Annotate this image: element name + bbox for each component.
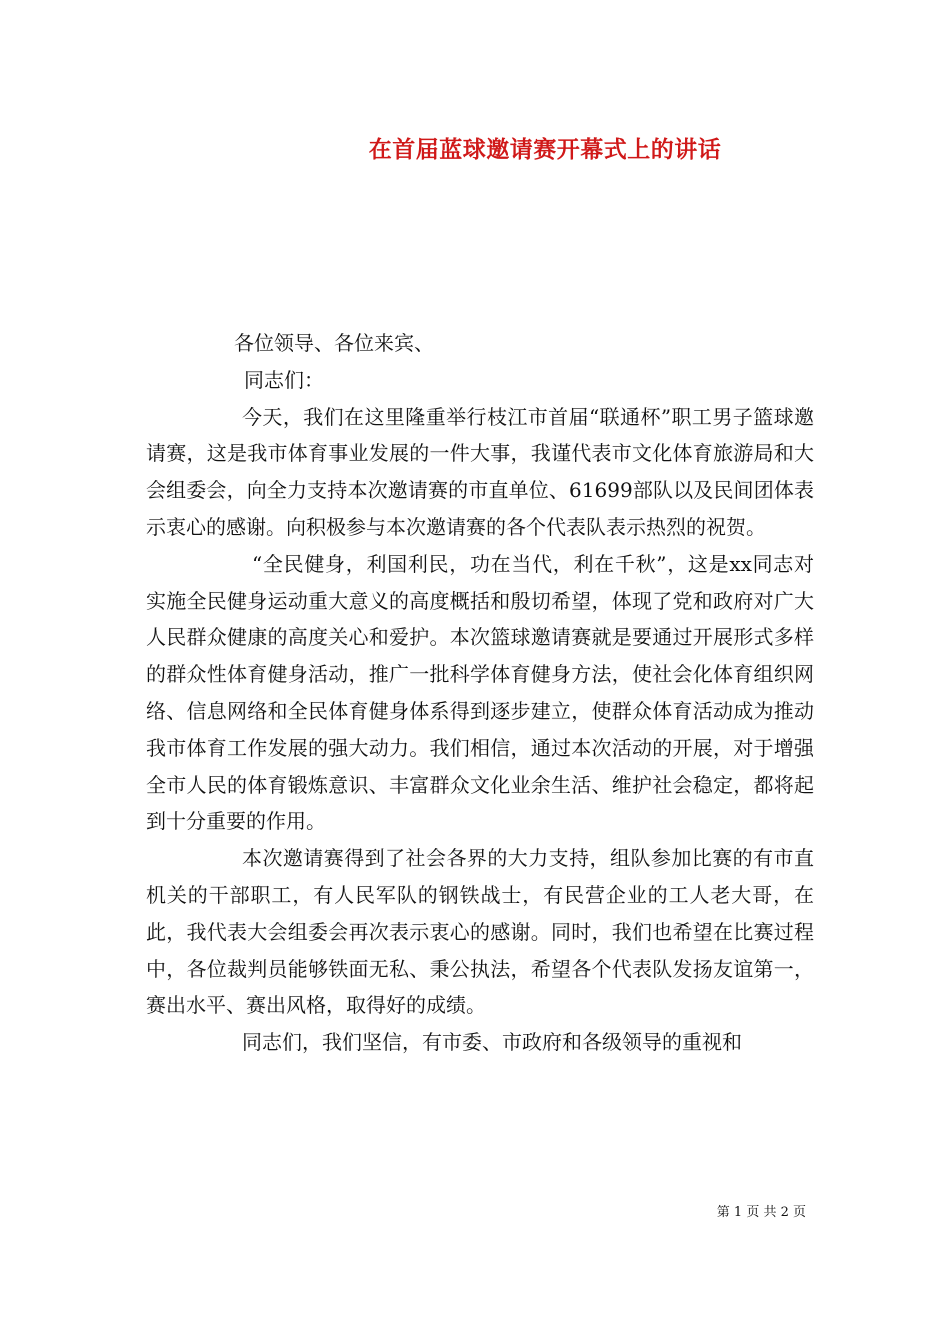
salutation-line-2: 同志们： (244, 367, 324, 392)
paragraph-2: “全民健身，利国利民，功在当代，利在千秋”，这是xx同志对实施全民健身运动重大意义的高度概括和殷切希望，体现了党和政府对广大人民群众健康的高度关心和爱护。本次篮球邀请赛就是要通过开展形式多样的群众性体育健身活动，推广一批科学体育健身方法，使社会化体育组织网络、信息网络和全民体育健身体系得到逐步建立，使群众体育活动成为推动我市体育工作发展的强大动力。我们相信，通过本次活动的开展，对于增强全市人民的体育锻炼意识、丰富群众文化业余生活、维护社会稳定，都将起到十分重要的作用。 (146, 551, 814, 834)
page-number-footer: 第 1 页 共 2 页 (716, 1205, 806, 1220)
document-body (146, 325, 814, 1061)
document-title: 在首届蓝球邀请赛开幕式上的讲话 (368, 136, 722, 163)
paragraph-3: 本次邀请赛得到了社会各界的大力支持，组队参加比赛的有市直机关的干部职工，有人民军队的钢铁战士，有民营企业的工人老大哥，在此，我代表大会组委会再次表示衷心的感谢。同时，我们也希望在比赛过程中，各位裁判员能够铁面无私、秉公执法，希望各个代表队发扬友谊第一，赛出水平、赛出风格，取得好的成绩。 (146, 846, 814, 1018)
salutation-line-1: 各位领导、各位来宾、 (234, 331, 434, 355)
paragraph-4: 同志们，我们坚信，有市委、市政府和各级领导的重视和 (242, 1030, 742, 1055)
paragraph-1: 今天，我们在这里隆重举行枝江市首届“联通杯”职工男子篮球邀请赛，这是我市体育事业发展的一件大事，我谨代表市文化体育旅游局和大会组委会，向全力支持本次邀请赛的市直单位、61699部队以及民间团体表示衷心的感谢。向积极参与本次邀请赛的各个代表队表示热烈的祝贺。 (146, 404, 814, 539)
